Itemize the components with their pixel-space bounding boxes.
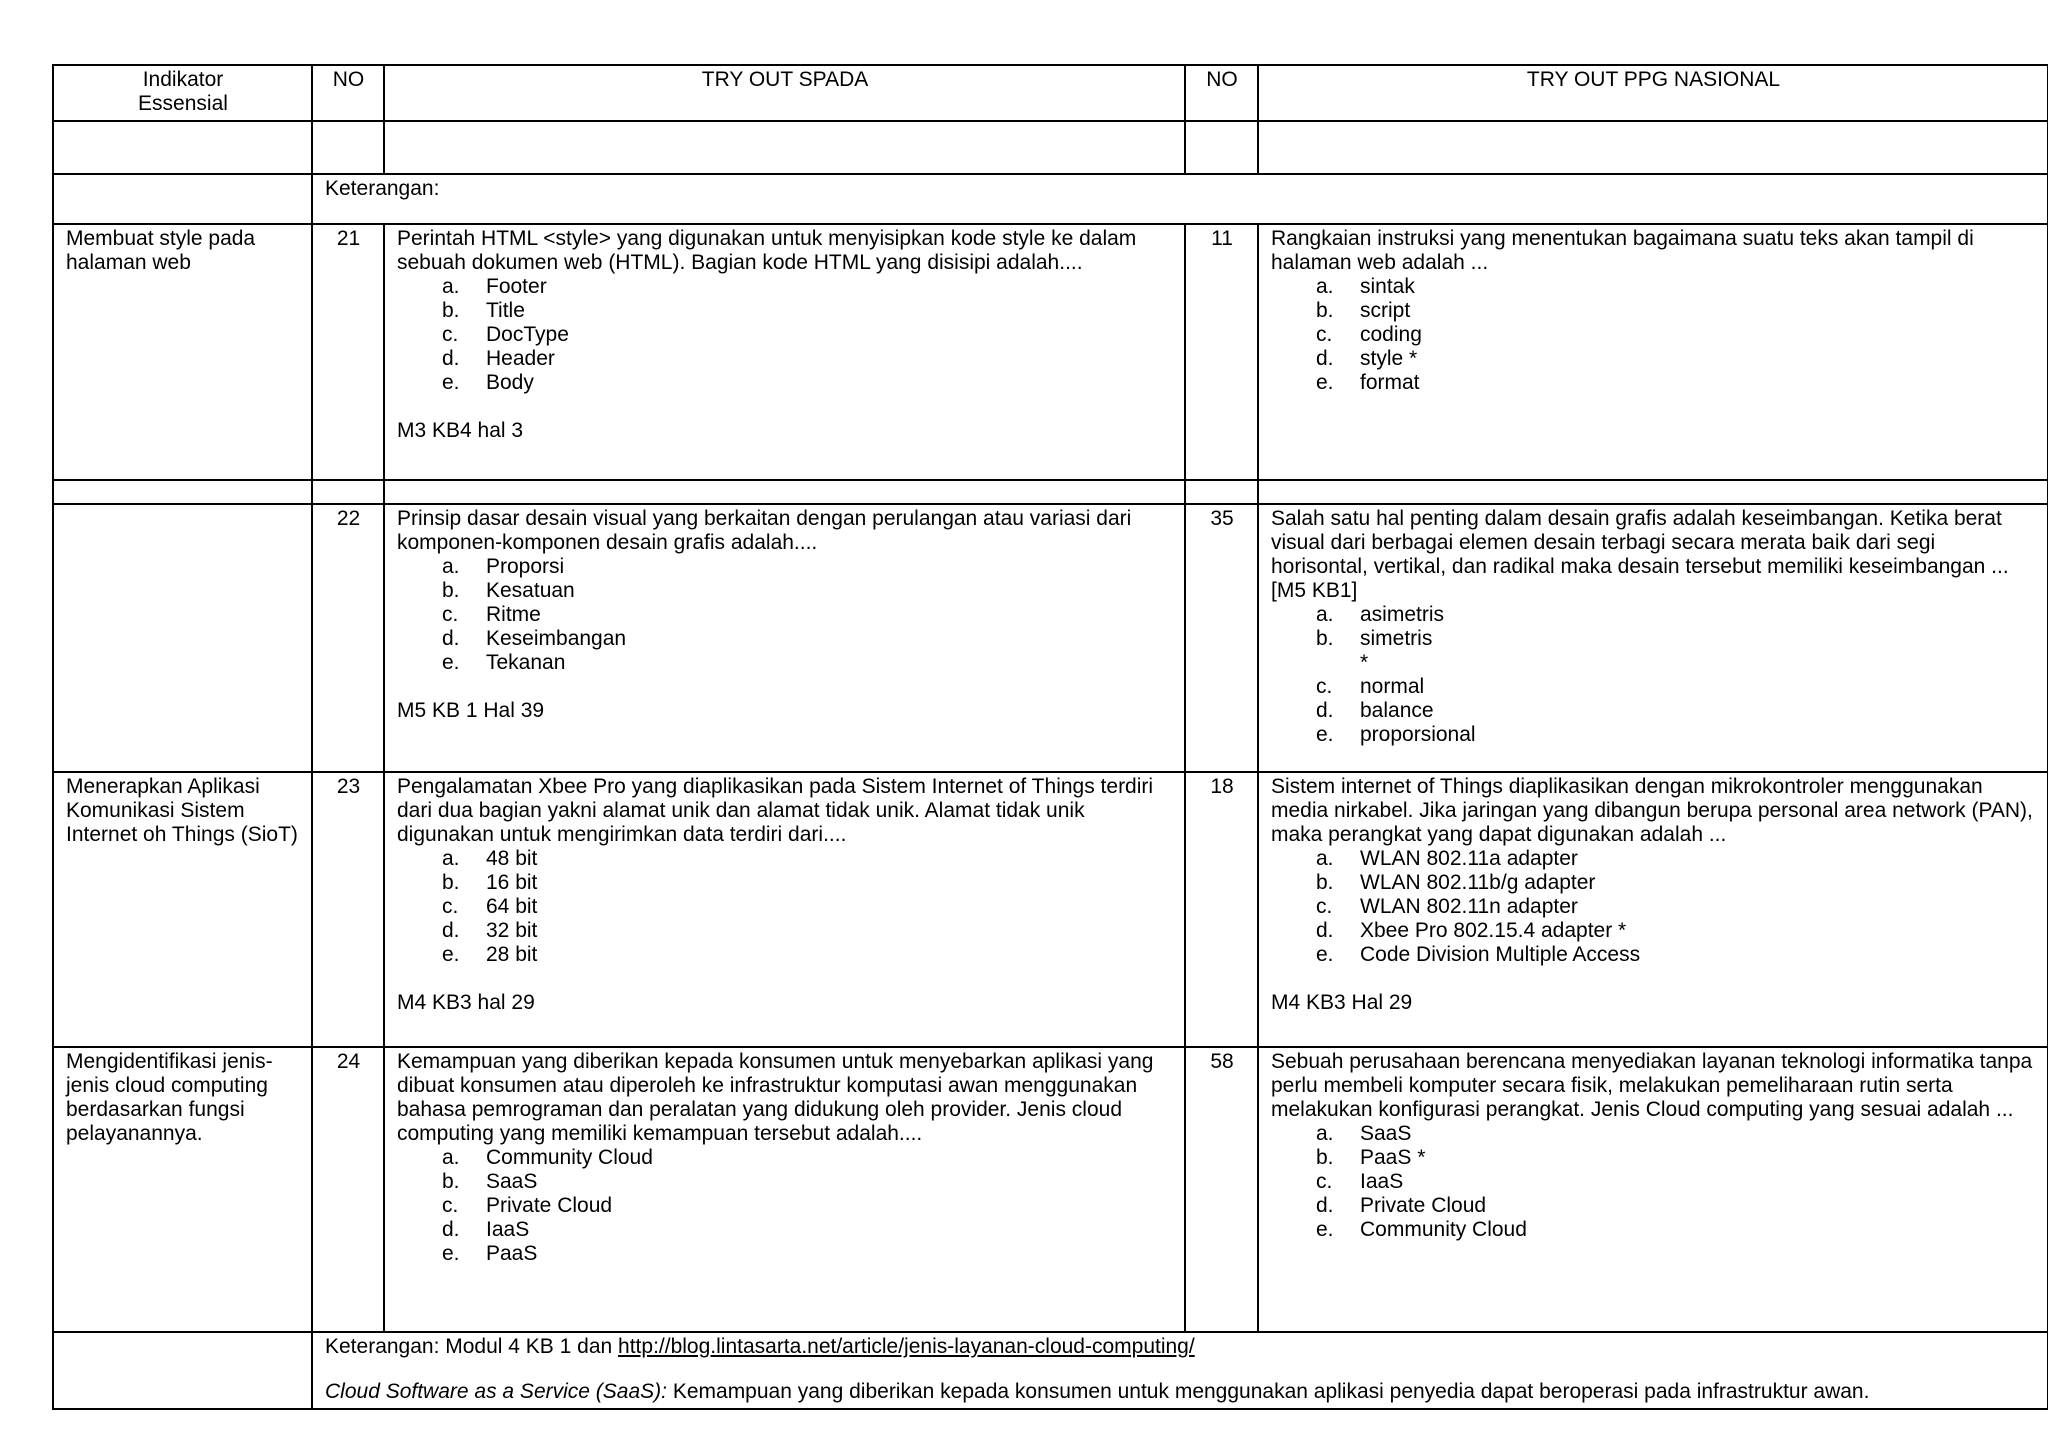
option-item: d. style * [1316,347,1418,370]
option-item: c. 64 bit [442,895,538,918]
option-item: e. 28 bit [442,943,538,966]
question-text: Rangkaian instruksi yang menentukan bagaimana suatu teks akan tampil di halaman web adalah ... [1271,227,1974,274]
ppg-question-cell [1258,504,2048,772]
option-list [397,275,1173,395]
spada-question-cell [384,224,1185,480]
reference-text: M4 KB3 hal 29 [397,991,535,1014]
question-text: Perintah HTML <style> yang digunakan untuk menyisipkan kode style ke dalam sebuah dokumen web (HTML). Bagian kode HTML yang disisipi adalah.... [397,227,1137,274]
option-item: e. Tekanan [442,651,566,674]
option-list [397,847,1173,967]
question-row [53,1047,2048,1332]
question-text: Kemampuan yang diberikan kepada konsumen untuk menyebarkan aplikasi yang dibuat konsumen atau diperoleh ke infrastruktur komputasi awan menggunakan bahasa pemrograman dan peralatan yang didukung oleh provider. Jenis cloud computing yang memiliki kemampuan tersebut adalah.... [397,1050,1154,1145]
option-item: b. 16 bit [442,871,538,894]
option-item: b. Kesatuan [442,579,575,602]
header-ppg: TRY OUT PPG NASIONAL [1258,65,2048,121]
option-item: d. 32 bit [442,919,538,942]
reference-text: M3 KB4 hal 3 [397,419,524,442]
ppg-question-cell [1258,772,2048,1047]
spada-question-cell [384,1047,1185,1332]
option-list [1271,1122,2036,1242]
question-number-right: 58 [1185,1047,1258,1332]
question-text: Sistem internet of Things diaplikasikan dengan mikrokontroler menggunakan media nirkabel. Jika jaringan yang dibangun berupa personal area network (PAN), maka perangkat yang dapat digunakan adalah ... [1271,775,2033,846]
reference-text: M5 KB 1 Hal 39 [397,699,545,722]
option-list [397,1146,1173,1266]
footer-note-prefix: Keterangan: Modul 4 KB 1 dan [325,1335,619,1358]
question-number-left: 22 [312,504,384,772]
question-text: Salah satu hal penting dalam desain grafis adalah keseimbangan. Ketika berat visual dari berbagai elemen desain terbagi secara merata baik dari segi horisontal, vertikal, dan radikal maka desain tersebut memiliki keseimbangan ... [M5 KB1] [1271,507,2009,602]
option-item: a. Proporsi [442,555,565,578]
spacer-row [53,480,2048,504]
option-item: e. PaaS [442,1242,538,1265]
option-item: b. script [1316,299,1411,322]
option-item: b. PaaS * [1316,1146,1426,1169]
header-no-right: NO [1185,65,1258,121]
ppg-question-cell [1258,1047,2048,1332]
question-number-right: 11 [1185,224,1258,480]
ppg-question-cell [1258,224,2048,480]
option-item: c. DocType [442,323,569,346]
option-item: d. Private Cloud [1316,1194,1487,1217]
option-item: e. Community Cloud [1316,1218,1527,1241]
question-number-right: 18 [1185,772,1258,1047]
header-row [53,65,2048,121]
indicator-cell: Mengidentifikasi jenis-jenis cloud computing berdasarkan fungsi pelayanannya. [53,1047,312,1332]
header-spada: TRY OUT SPADA [384,65,1185,121]
saas-definition [325,1380,2036,1404]
option-item: a. Footer [442,275,547,298]
footer-note-row [53,1332,2048,1409]
question-row [53,772,2048,1047]
option-item: a. sintak [1316,275,1415,298]
saas-description: Kemampuan yang diberikan kepada konsumen untuk menggunakan aplikasi penyedia dapat beroperasi pada infrastruktur awan. [667,1380,1870,1403]
option-item: d. balance [1316,699,1434,722]
option-item: c. normal [1316,675,1425,698]
option-item: d. Xbee Pro 802.15.4 adapter * [1316,919,1627,942]
option-item: b. simetris [1316,627,1433,650]
option-item: c. Private Cloud [442,1194,613,1217]
question-number-right: 35 [1185,504,1258,772]
option-item: d. Header [442,347,555,370]
keterangan-row [53,174,2048,224]
option-item: a. SaaS [1316,1122,1412,1145]
question-text: Sebuah perusahaan berencana menyediakan layanan teknologi informatika tanpa perlu membeli komputer secara fisik, melakukan pemeliharaan rutin serta melakukan konfigurasi perangkat. Jenis Cloud computing yang sesuai adalah ... [1271,1050,2033,1121]
option-list [1271,603,2036,747]
option-item: * [1360,651,1369,674]
indicator-cell: Menerapkan Aplikasi Komunikasi Sistem Internet oh Things (SioT) [53,772,312,1047]
tryout-comparison-table [52,64,2048,1410]
question-number-left: 24 [312,1047,384,1332]
option-item: e. proporsional [1316,723,1476,746]
option-item: c. WLAN 802.11n adapter [1316,895,1578,918]
option-item: b. WLAN 802.11b/g adapter [1316,871,1596,894]
option-item: a. WLAN 802.11a adapter [1316,847,1578,870]
option-item: e. Body [442,371,534,394]
option-list [1271,847,2036,967]
question-number-left: 23 [312,772,384,1047]
option-item: e. format [1316,371,1420,394]
option-item: a. Community Cloud [442,1146,653,1169]
spada-question-cell [384,504,1185,772]
option-item: c. coding [1316,323,1422,346]
question-row [53,224,2048,480]
question-text: Prinsip dasar desain visual yang berkaitan dengan perulangan atau variasi dari komponen-komponen desain grafis adalah.... [397,507,1132,554]
option-item: c. IaaS [1316,1170,1404,1193]
option-item: c. Ritme [442,603,541,626]
indicator-cell [53,504,312,772]
saas-term: Cloud Software as a Service (SaaS): [325,1380,667,1403]
reference-link[interactable]: http://blog.lintasarta.net/article/jenis-layanan-cloud-computing/ [618,1335,1195,1358]
header-no-left: NO [312,65,384,121]
empty-row [53,121,2048,174]
spada-question-cell [384,772,1185,1047]
option-item: e. Code Division Multiple Access [1316,943,1641,966]
footer-note-line [325,1335,2036,1359]
option-item: b. SaaS [442,1170,538,1193]
option-list [1271,275,2036,395]
footer-note-cell [312,1332,2048,1409]
option-item: d. IaaS [442,1218,530,1241]
header-indicator: Indikator Essensial [53,65,312,121]
option-item: a. asimetris [1316,603,1445,626]
question-number-left: 21 [312,224,384,480]
indicator-cell: Membuat style pada halaman web [53,224,312,480]
option-item: a. 48 bit [442,847,538,870]
question-row [53,504,2048,772]
option-item: b. Title [442,299,525,322]
option-item: d. Keseimbangan [442,627,627,650]
question-text: Pengalamatan Xbee Pro yang diaplikasikan pada Sistem Internet of Things terdiri dari dua bagian yakni alamat unik dan alamat tidak unik. Alamat tidak unik digunakan untuk mengirimkan data terdiri dari.... [397,775,1154,846]
keterangan-label: Keterangan: [312,174,2048,224]
reference-text: M4 KB3 Hal 29 [1271,991,1413,1014]
option-list [397,555,1173,675]
